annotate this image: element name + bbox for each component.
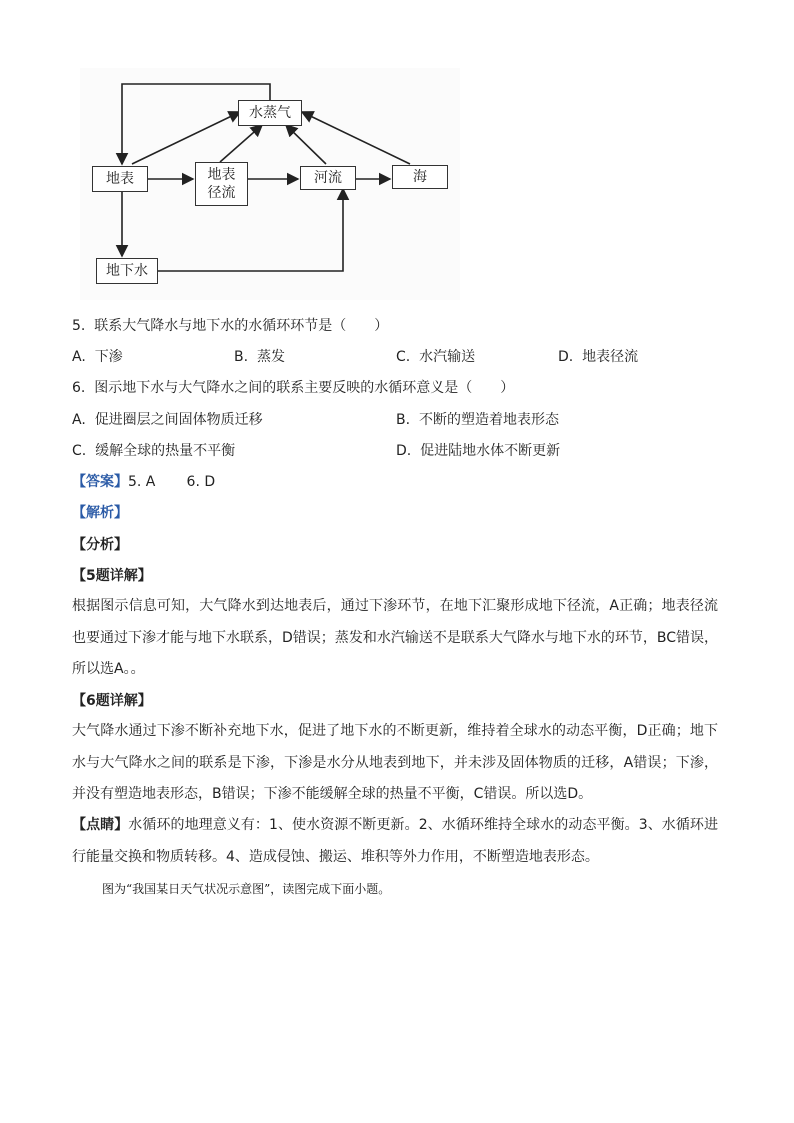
arrow-runoff-to-vapor <box>220 125 262 162</box>
analysis-heading <box>72 503 128 523</box>
q5-option-c-text: 水汽输送 <box>419 349 476 365</box>
breakdown-label: 【分析】 <box>72 537 128 553</box>
q6-option-c-letter: C. <box>72 443 87 459</box>
q6-option-c <box>72 441 235 461</box>
q5-option-b <box>234 347 285 367</box>
question-5 <box>72 316 388 336</box>
answer-q5: 5. A <box>128 474 156 490</box>
water-cycle-diagram <box>80 68 460 300</box>
detail5-label: 【5题详解】 <box>72 568 152 584</box>
detail6-text: 大气降水通过下渗不断补充地下水，促进了地下水的不断更新，维持着全球水的动态平衡，D正确；地下水与大气降水之间的联系是下渗，下渗是水分从地表到地下，并未涉及固体物质的迁移，A错误；下渗，并没有塑造地表形态，B错误；下渗不能缓解全球的热量不平衡，C错误。所以选D。 <box>72 723 718 802</box>
question-6-number: 6. <box>72 380 86 396</box>
node-river: 河流 <box>300 166 356 190</box>
node-groundwater: 地下水 <box>96 258 158 284</box>
q6-option-b <box>396 410 559 430</box>
q6-option-a-letter: A. <box>72 412 86 428</box>
q5-option-a-text: 下渗 <box>94 349 123 365</box>
next-section-intro: 图为“我国某日天气状况示意图”，读图完成下面小题。 <box>102 882 391 896</box>
node-water-vapor: 水蒸气 <box>238 100 302 126</box>
q6-option-a <box>72 410 263 430</box>
q6-option-d-letter: D. <box>396 443 412 459</box>
q6-option-d <box>396 441 560 461</box>
q5-option-d <box>558 347 638 367</box>
question-6-text: 图示地下水与大气降水之间的联系主要反映的水循环意义是（ ） <box>94 380 515 396</box>
q6-option-a-text: 促进圈层之间固体物质迁移 <box>94 412 263 428</box>
arrow-river-to-vapor <box>286 125 326 164</box>
detail5-heading <box>72 566 152 586</box>
q6-option-b-text: 不断的塑造着地表形态 <box>418 412 559 428</box>
q5-option-b-letter: B. <box>234 349 249 365</box>
q5-option-c <box>396 347 475 367</box>
tips-text: 水循环的地理意义有：1、使水资源不断更新。2、水循环维持全球水的动态平衡。3、水循环进行能量交换和物质转移。4、造成侵蚀、搬运、堆积等外力作用，不断塑造地表形态。 <box>72 817 718 865</box>
analysis-label: 【解析】 <box>72 505 128 521</box>
detail6-heading <box>72 691 152 711</box>
question-5-text: 联系大气降水与地下水的水循环环节是（ ） <box>94 318 389 334</box>
q5-option-d-text: 地表径流 <box>582 349 639 365</box>
tips-paragraph <box>72 810 718 873</box>
arrow-groundwater-to-river <box>158 189 343 271</box>
q5-option-a <box>72 347 123 367</box>
question-5-number: 5. <box>72 318 86 334</box>
detail6-label: 【6题详解】 <box>72 693 152 709</box>
node-surface: 地表 <box>92 166 148 192</box>
q5-option-c-letter: C. <box>396 349 411 365</box>
q6-option-c-text: 缓解全球的热量不平衡 <box>95 443 236 459</box>
arrow-surface-to-vapor <box>132 112 240 164</box>
question-6 <box>72 378 514 398</box>
detail5-text: 根据图示信息可知，大气降水到达地表后，通过下渗环节，在地下汇聚形成地下径流，A正确；地表径流也要通过下渗才能与地下水联系，D错误；蒸发和水汽输送不是联系大气降水与地下水的环节，BC错误，所以选A。。 <box>72 598 718 677</box>
tips-label: 【点睛】 <box>72 817 129 833</box>
q6-option-d-text: 促进陆地水体不断更新 <box>420 443 561 459</box>
q5-option-a-letter: A. <box>72 349 86 365</box>
node-sea: 海 <box>392 165 448 189</box>
q5-option-b-text: 蒸发 <box>256 349 285 365</box>
node-surface-runoff: 地表 径流 <box>195 162 248 206</box>
answer-line <box>72 472 215 492</box>
q6-option-b-letter: B. <box>396 412 411 428</box>
answer-label: 【答案】 <box>72 474 128 490</box>
breakdown-heading <box>72 535 128 555</box>
q5-option-d-letter: D. <box>558 349 574 365</box>
answer-q6: 6. D <box>186 474 216 490</box>
